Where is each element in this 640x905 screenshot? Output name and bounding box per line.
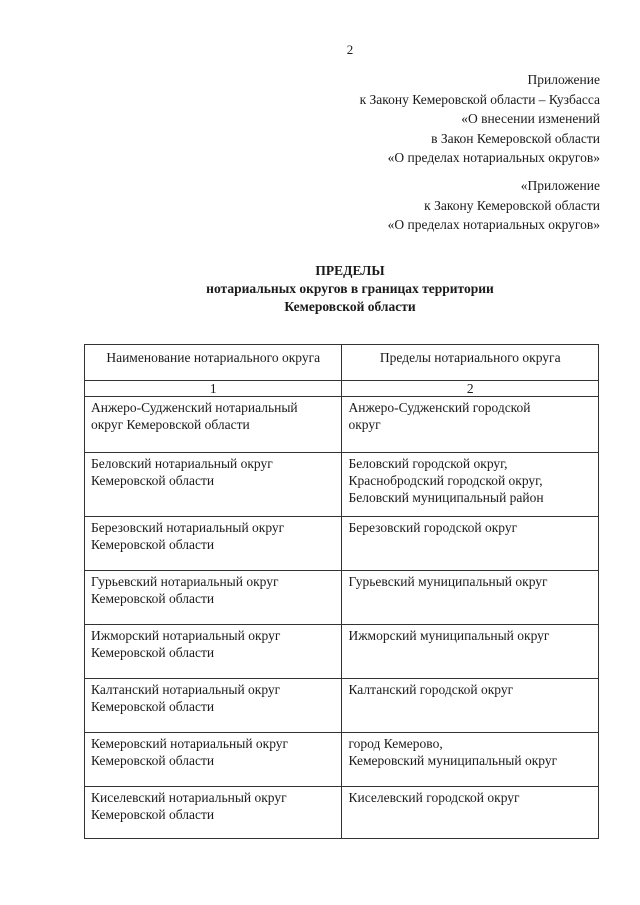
appendix-header — [360, 70, 600, 168]
page-number: 2 — [346, 42, 354, 57]
table-header-row — [85, 345, 599, 381]
district-name-cell — [85, 571, 342, 625]
table-row — [85, 517, 599, 571]
cell-text-line: Кемеровский муниципальный округ — [348, 753, 558, 768]
cell-text-line: Анжеро-Судженский нотариальный — [91, 400, 298, 415]
cell-text-line: Кемеровский нотариальный округ — [91, 736, 289, 751]
district-name-cell — [85, 453, 342, 517]
appendix-line: Приложение — [527, 72, 600, 87]
district-limits-cell — [342, 453, 599, 517]
appendix-line: к Закону Кемеровской области — [424, 197, 600, 213]
appendix-line: в Закон Кемеровской области — [431, 130, 600, 146]
district-limits-cell — [342, 733, 599, 787]
cell-text-line: Беловский городской округ, — [348, 456, 508, 471]
column-number-row — [85, 381, 599, 397]
column-number: 2 — [342, 381, 599, 397]
cell-text-line: Киселевский городской округ — [348, 790, 520, 805]
cell-text-line: Беловский нотариальный округ — [91, 456, 273, 471]
district-limits-cell — [342, 625, 599, 679]
appendix-header-2 — [388, 176, 600, 235]
appendix-line: «О пределах нотариальных округов» — [387, 217, 600, 232]
cell-text-line: Кемеровской области — [91, 645, 215, 660]
title-line-1: ПРЕДЕЛЫ — [315, 263, 385, 278]
table-body — [85, 397, 599, 839]
cell-text-line: Березовский нотариальный округ — [91, 520, 285, 535]
column-number: 1 — [85, 381, 342, 397]
cell-text-line: Калтанский городской округ — [348, 682, 514, 697]
table-row — [85, 679, 599, 733]
cell-text-line: город Кемерово, — [348, 736, 443, 751]
cell-text-line: Березовский городской округ — [348, 520, 518, 535]
district-limits-cell — [342, 787, 599, 839]
district-name-cell — [85, 733, 342, 787]
title-line-3: Кемеровской области — [284, 299, 416, 314]
cell-text-line: Ижморский муниципальный округ — [348, 628, 550, 643]
district-limits-cell — [342, 679, 599, 733]
district-limits-cell — [342, 397, 599, 453]
cell-text-line: Беловский муниципальный район — [348, 490, 544, 505]
table-row — [85, 787, 599, 839]
table-row — [85, 625, 599, 679]
document-title — [0, 262, 640, 316]
cell-text-line: Кемеровской области — [91, 699, 215, 714]
appendix-line: к Закону Кемеровской области – Кузбасса — [359, 91, 600, 107]
cell-text-line: Ижморский нотариальный округ — [91, 628, 281, 643]
district-name-cell — [85, 679, 342, 733]
title-line-2: нотариальных округов в границах территории — [206, 281, 494, 296]
column-header-limits: Пределы нотариального округа — [342, 345, 599, 381]
cell-text-line: Гурьевский нотариальный округ — [91, 574, 279, 589]
districts-table — [84, 344, 599, 839]
cell-text-line: Гурьевский муниципальный округ — [348, 574, 548, 589]
column-header-name: Наименование нотариального округа — [85, 345, 342, 381]
district-name-cell — [85, 625, 342, 679]
district-limits-cell — [342, 571, 599, 625]
cell-text-line: Кемеровской области — [91, 753, 215, 768]
district-name-cell — [85, 787, 342, 839]
cell-text-line: округ Кемеровской области — [91, 417, 250, 432]
cell-text-line: округ — [348, 417, 381, 432]
cell-text-line: Кемеровской области — [91, 591, 215, 606]
cell-text-line: Кемеровской области — [91, 807, 215, 822]
cell-text-line: Кемеровской области — [91, 473, 215, 488]
district-name-cell — [85, 397, 342, 453]
cell-text-line: Калтанский нотариальный округ — [91, 682, 281, 697]
cell-text-line: Кемеровской области — [91, 537, 215, 552]
table-row — [85, 453, 599, 517]
district-limits-cell — [342, 517, 599, 571]
cell-text-line: Краснобродский городской округ, — [348, 473, 543, 488]
table-row — [85, 571, 599, 625]
table-row — [85, 733, 599, 787]
appendix-line: «Приложение — [520, 178, 600, 193]
table-row — [85, 397, 599, 453]
appendix-line: «О пределах нотариальных округов» — [387, 150, 600, 165]
appendix-line: «О внесении изменений — [461, 111, 600, 126]
district-name-cell — [85, 517, 342, 571]
cell-text-line: Анжеро-Судженский городской — [348, 400, 531, 415]
cell-text-line: Киселевский нотариальный округ — [91, 790, 287, 805]
